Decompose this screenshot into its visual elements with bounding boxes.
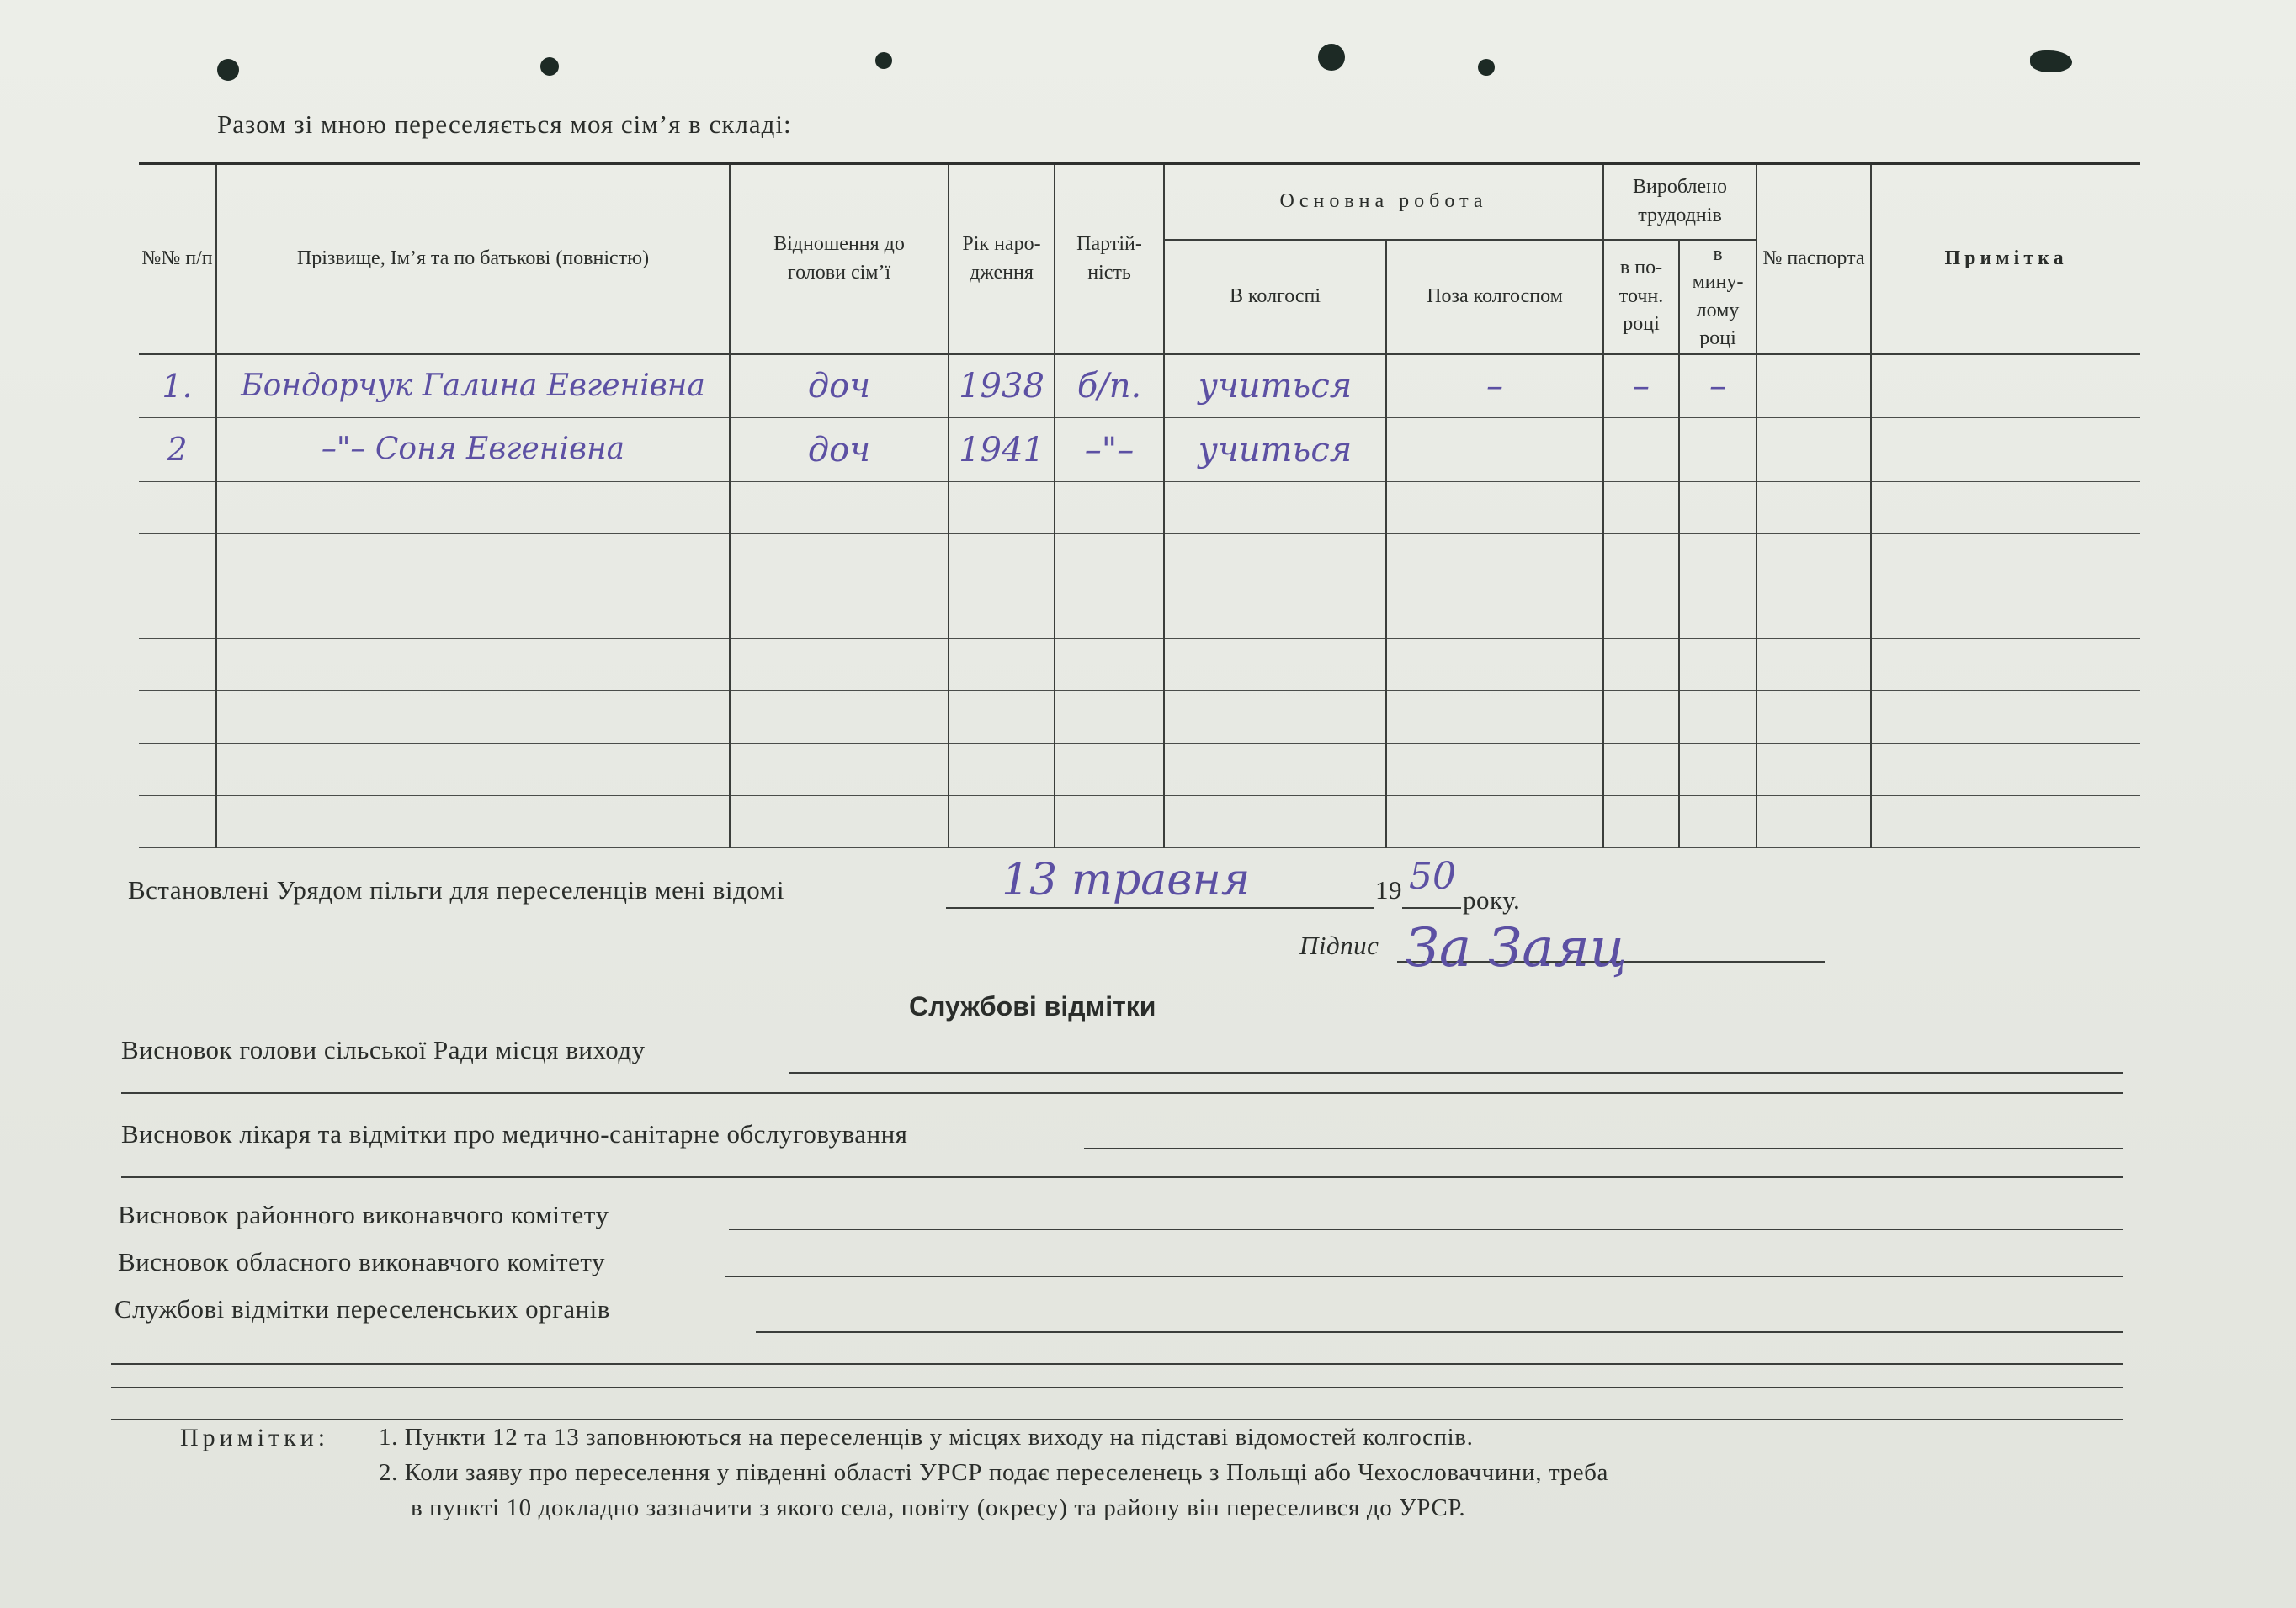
year-prefix: 19: [1375, 875, 1402, 905]
table-row: [139, 481, 2140, 533]
punch-hole: [1318, 44, 1345, 71]
village-council-label: Висновок голови сільської Ради місця виходу: [121, 1035, 646, 1064]
oblast-line: [725, 1276, 2123, 1277]
row-note: [1871, 418, 2140, 481]
doctor-line-2: [121, 1176, 2123, 1178]
district-label: Висновок районного виконавчого комітету: [118, 1200, 609, 1229]
table-row: [139, 691, 2140, 743]
table-row: [139, 639, 2140, 691]
col-header-workdays: Вироблено трудоднів: [1603, 164, 1757, 240]
col-header-current-year: в по- точн. році: [1603, 240, 1679, 354]
table-row: [139, 586, 2140, 639]
row-passport: [1757, 354, 1871, 418]
row-current-year: –: [1603, 354, 1679, 418]
punch-hole: [540, 57, 559, 76]
row-relation: доч: [730, 418, 949, 481]
punch-hole: [2030, 50, 2072, 72]
table-row: [139, 795, 2140, 847]
row-name: Бондорчук Галина Евгенівна: [216, 354, 730, 418]
benefits-date-line: [946, 907, 1374, 909]
row-current-year: [1603, 418, 1679, 481]
col-header-party: Партій- ність: [1055, 164, 1164, 354]
col-header-in-kolhosp: В колгоспі: [1164, 240, 1386, 354]
doctor-line: [1084, 1148, 2123, 1149]
oblast-label: Висновок обласного виконавчого комітету: [118, 1247, 605, 1276]
col-header-past-year: в мину- лому році: [1679, 240, 1757, 354]
row-birth-year: 1938: [949, 354, 1055, 418]
family-rows: [139, 354, 2140, 848]
row-birth-year: 1941: [949, 418, 1055, 481]
row-note: [1871, 354, 2140, 418]
note-2-line-1: 2. Коли заяву про переселення у південні області УРСР подає переселенець з Польщі або Чехословаччини, треба: [379, 1459, 1608, 1486]
table-row: [139, 418, 2140, 481]
row-outside-kolhosp: –: [1386, 354, 1603, 418]
signature: За Заяц: [1406, 917, 1628, 979]
family-table: [139, 162, 2140, 848]
row-past-year: –: [1679, 354, 1757, 418]
notes-label: Примітки:: [180, 1424, 330, 1451]
village-council-line: [789, 1072, 2123, 1074]
resettlement-label: Службові відмітки переселенських органів: [114, 1294, 610, 1324]
row-party: б/п.: [1055, 354, 1164, 418]
row-num: 1.: [139, 354, 216, 418]
benefits-date: 13 травня: [1002, 855, 1251, 905]
resettlement-line-4: [111, 1419, 2123, 1420]
year-suffix: 50: [1409, 855, 1456, 898]
district-line: [729, 1229, 2123, 1230]
col-header-outside-kolhosp: Поза колгоспом: [1386, 240, 1603, 354]
row-party: –"–: [1055, 418, 1164, 481]
row-outside-kolhosp: [1386, 418, 1603, 481]
col-header-birth-year: Рік наро- дження: [949, 164, 1055, 354]
resettlement-line: [756, 1331, 2123, 1333]
punch-hole: [217, 59, 239, 81]
row-passport: [1757, 418, 1871, 481]
note-2-line-2: в пункті 10 докладно зазначити з якого села, повіту (окресу) та району він переселився до УРСР.: [411, 1494, 1466, 1521]
signature-label: Підпис: [1299, 931, 1379, 960]
row-past-year: [1679, 418, 1757, 481]
punch-hole: [1478, 59, 1495, 76]
table-row: [139, 354, 2140, 418]
col-header-name: Прізвище, Ім’я та по батькові (повністю): [216, 164, 730, 354]
row-name: –"– Соня Евгенівна: [216, 418, 730, 481]
col-header-relation: Відношення до голови сім’ї: [730, 164, 949, 354]
benefits-label: Встановлені Урядом пільги для переселенців мені відомі: [128, 875, 784, 905]
punch-hole: [875, 52, 892, 69]
row-in-kolhosp: учиться: [1164, 354, 1386, 418]
row-num: 2: [139, 418, 216, 481]
col-header-passport: № паспорта: [1757, 164, 1871, 354]
col-header-note: Примітка: [1871, 164, 2140, 354]
resettlement-line-3: [111, 1387, 2123, 1388]
row-in-kolhosp: учиться: [1164, 418, 1386, 481]
year-line: [1402, 907, 1461, 909]
village-council-line-2: [121, 1092, 2123, 1094]
row-relation: доч: [730, 354, 949, 418]
year-word: року.: [1463, 885, 1521, 915]
table-row: [139, 533, 2140, 586]
doctor-label: Висновок лікаря та відмітки про медично-санітарне обслуговування: [121, 1119, 908, 1149]
col-header-num: №№ п/п: [139, 164, 216, 354]
table-row: [139, 743, 2140, 795]
col-header-main-work: Основна робота: [1164, 164, 1603, 240]
note-1: 1. Пункти 12 та 13 заповнюються на переселенців у місцях виходу на підставі відомостей колгоспів.: [379, 1424, 1474, 1451]
resettlement-line-2: [111, 1363, 2123, 1365]
service-heading: Службові відмітки: [909, 991, 1156, 1022]
family-intro: Разом зі мною переселяється моя сім’я в складі:: [217, 109, 792, 139]
